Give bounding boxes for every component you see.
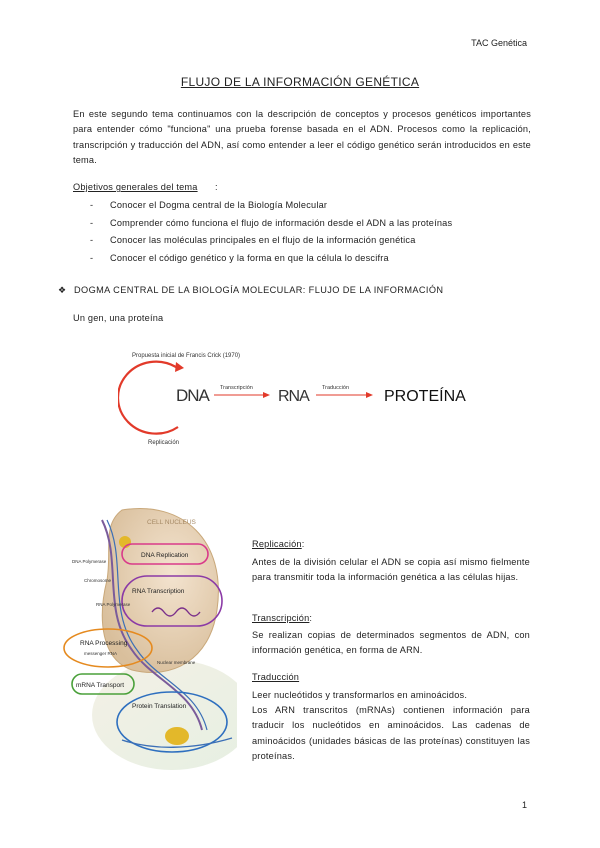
intro-paragraph: En este segundo tema continuamos con la descripción de conceptos y procesos genéticos importantes para entender cómo "funciona" una prueba forense basada en el ADN. Procesos como la replicación, transcripción y traducción del ADN, así como entender a leer el código genético serán introducidos en este tema.: [73, 109, 531, 165]
cytoplasm: [92, 660, 237, 770]
page-title: FLUJO DE LA INFORMACIÓN GENÉTICA: [180, 75, 420, 89]
rna-polymerase-label: RNA Polymerase: [96, 602, 131, 607]
dogma-caption: Propuesta inicial de Francis Crick (1970): [132, 353, 241, 359]
definition-text-2: Los ARN transcritos (mRNAs) contienen información para traducir los nucleótidos en aminoácidos. Las cadenas de aminoácidos (unidades básicas de las proteínas) constituyen las proteínas.: [252, 705, 530, 761]
messenger-rna-label: messenger RNA: [84, 651, 118, 656]
chromosome-label: Chromosome: [84, 578, 112, 583]
list-item: - Conocer las moléculas principales en el flujo de la información genética: [90, 235, 416, 245]
objectives-colon: :: [215, 182, 218, 192]
objectives-title: Objetivos generales del tema: [73, 182, 198, 192]
dogma-protein: PROTEÍNA: [384, 388, 466, 405]
header-course: TAC Genética: [471, 38, 527, 48]
nuclear-membrane-label: Nuclear membrane: [157, 660, 196, 665]
definition-term: Transcripción: [252, 613, 310, 623]
protein-translation-label: Protein Translation: [132, 703, 187, 710]
list-item: - Conocer el Dogma central de la Biología Molecular: [90, 200, 328, 210]
definition-traduccion: [252, 670, 530, 685]
cell-diagram-figure: [62, 500, 237, 780]
list-item: - Comprender cómo funciona el flujo de información desde el ADN a las proteínas: [90, 217, 453, 228]
rna-processing-label: RNA Processing: [80, 640, 128, 647]
definition-text: Antes de la división celular el ADN se copia así mismo fielmente para transmitir toda la información genética a las células hijas.: [252, 557, 530, 583]
rna-transcription-label: RNA Transcription: [132, 588, 185, 595]
arrow1-head-icon: [263, 392, 270, 398]
dna-polymerase-label: DNA Polymerase: [72, 559, 107, 564]
list-item: - Conocer el código genético y la forma en que la célula lo descifra: [90, 252, 389, 263]
replication-loop: [118, 362, 178, 434]
replication-arrow-icon: [175, 362, 184, 372]
definition-term: Replicación: [252, 539, 302, 549]
definition-replicacion: Replicación:: [252, 539, 305, 549]
dna-replication-label: DNA Replication: [141, 552, 189, 559]
dogma-dna: DNA: [176, 386, 209, 405]
objectives-list: [90, 198, 452, 268]
definition-term: Traducción: [252, 672, 300, 682]
definition-text: Leer nucleótidos y transformarlos en aminoácidos.: [252, 690, 468, 700]
mrna-transport-label: mRNA Transport: [76, 682, 125, 689]
definition-transcripcion: Transcripción:: [252, 613, 313, 623]
central-dogma-figure: [118, 345, 478, 455]
section-title: DOGMA CENTRAL DE LA BIOLOGÍA MOLECULAR: FLUJO DE LA INFORMACIÓN: [74, 285, 444, 295]
dogma-arrow1-label: Transcripción: [220, 385, 253, 391]
dogma-replication-label: Replicación: [148, 440, 180, 446]
dogma-arrow2-label: Traducción: [322, 385, 350, 391]
arrow2-head-icon: [366, 392, 373, 398]
definition-text: Se realizan copias de determinados segmentos de ADN, con información genética, en forma de ARN.: [252, 630, 530, 656]
objectives-heading: [73, 182, 198, 192]
diamond-bullet-icon: ❖: [58, 285, 67, 295]
subsection-title: Un gen, una proteína: [73, 313, 164, 323]
section-heading: [58, 285, 443, 296]
nucleus-label: CELL NUCLEUS: [147, 519, 196, 526]
ribosome-blob: [165, 727, 189, 745]
page-number: 1: [521, 800, 527, 810]
dogma-rna: RNA: [278, 388, 309, 405]
